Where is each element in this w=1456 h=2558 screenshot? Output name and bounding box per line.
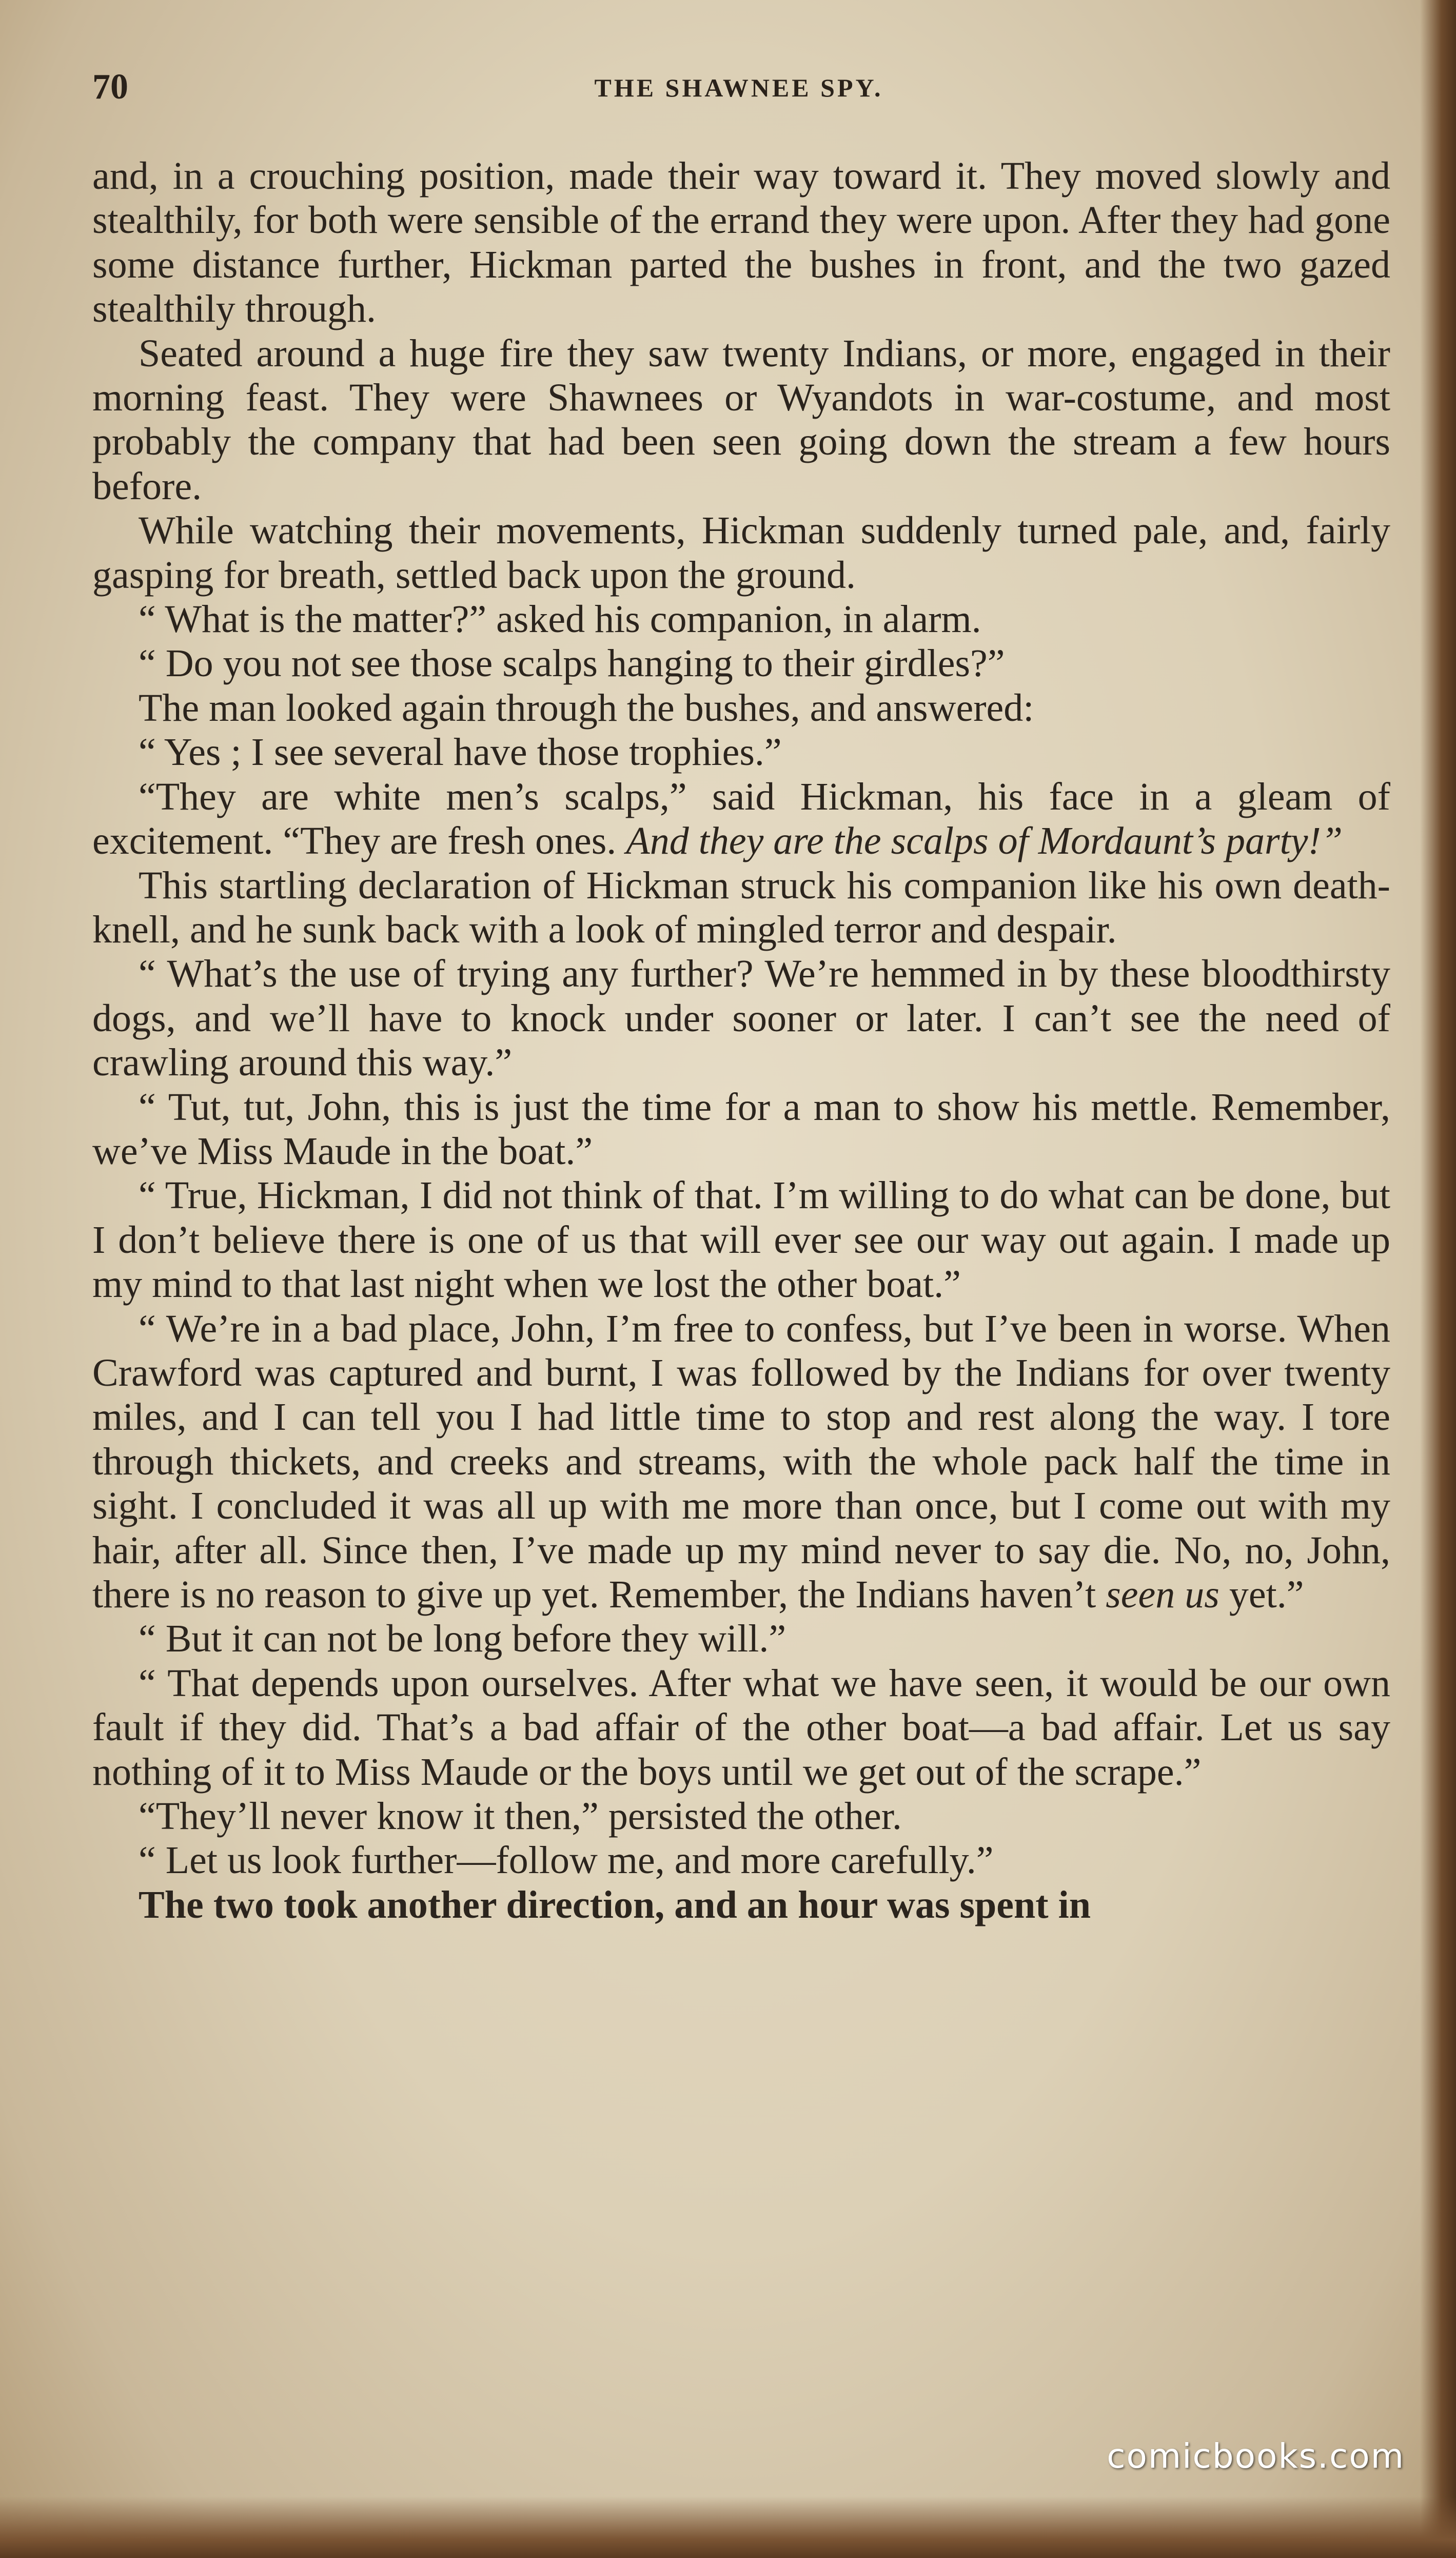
- page-bottom-shadow: [0, 2496, 1456, 2558]
- paragraph: “ That depends upon ourselves. After what we have seen, it would be our own fault if they did. That’s a bad affair of the other boat—a bad affair. Let us say nothing of it to Miss Maude or the boys until we get out of the scrape.”: [92, 1661, 1390, 1794]
- page-header: [82, 67, 1395, 123]
- paragraph: “ Tut, tut, John, this is just the time for a man to show his mettle. Remember, we’ve Miss Maude in the boat.”: [92, 1085, 1390, 1173]
- watermark: comicbooks.com: [1107, 2436, 1405, 2476]
- paragraph: “ True, Hickman, I did not think of that. I’m willing to do what can be done, but I don’t believe there is one of us that will ever see our way out again. I made up my mind to that last night when we lost the other boat.”: [92, 1174, 1390, 1306]
- italic-text: seen us: [1106, 1573, 1219, 1616]
- paragraph: This startling declaration of Hickman struck his companion like his own death-knell, and he sunk back with a look of mingled terror and despair.: [92, 863, 1390, 951]
- paragraph: “ Yes ; I see several have those trophies.”: [139, 731, 782, 774]
- paragraph: “ What’s the use of trying any further? We’re hemmed in by these bloodthirsty dogs, and we’ll have to knock under sooner or later. I can’t see the need of crawling around this way.”: [92, 952, 1390, 1085]
- paragraph: “ What is the matter?” asked his companion, in alarm.: [139, 598, 981, 641]
- paragraph: “ Let us look further—follow me, and more carefully.”: [139, 1839, 994, 1882]
- paragraph-text-tail: yet.”: [1219, 1573, 1304, 1616]
- page-number: 70: [92, 67, 128, 107]
- paragraph: and, in a crouching position, made their way toward it. They moved slowly and stealthily, for both were sensible of the errand they were upon. After they had gone some distance further, Hickman parted the bushes in front, and the two gazed stealthily through.: [92, 154, 1390, 331]
- paragraph: “They’ll never know it then,” persisted the other.: [139, 1795, 902, 1838]
- paragraph: The two took another direction, and an hour was spent in: [139, 1883, 1091, 1926]
- paragraph: The man looked again through the bushes, and answered:: [139, 686, 1034, 730]
- paragraph: “ But it can not be long before they will.”: [139, 1617, 786, 1661]
- page-edge-shadow: [1420, 0, 1456, 2558]
- italic-text: And they are the scalps of Mordaunt’s party!”: [626, 819, 1343, 863]
- paragraph: Seated around a huge fire they saw twenty Indians, or more, engaged in their morning feast. They were Shawnees or Wyandots in war-costume, and most probably the company that had been seen going down the stream a few hours before.: [92, 331, 1390, 508]
- paragraph: “ Do you not see those scalps hanging to their girdles?”: [139, 642, 1005, 685]
- paragraph-text: “ We’re in a bad place, John, I’m free to confess, but I’ve been in worse. When Crawford was captured and burnt, I was followed by the Indians for over twenty miles, and I can tell you I had little time to stop and rest along the way. I tore through thickets, and creeks and streams, with the whole pack half the time in sight. I concluded it was all up with me more than once, but I come out with my hair, after all. Since then, I’ve made up my mind never to say die. No, no, John, there is no reason to give up yet. Remember, the Indians haven’t: [92, 1307, 1390, 1616]
- running-title: THE SHAWNEE SPY.: [594, 73, 883, 102]
- paragraph: [92, 1307, 1390, 1617]
- body-text: [92, 154, 1390, 1927]
- paragraph: [92, 775, 1390, 863]
- paragraph-text: “They are white men’s scalps,” said Hickman, his face in a gleam of excitement. “They are fresh ones.: [92, 775, 1390, 863]
- paragraph: While watching their movements, Hickman suddenly turned pale, and, fairly gasping for breath, settled back upon the ground.: [92, 509, 1390, 597]
